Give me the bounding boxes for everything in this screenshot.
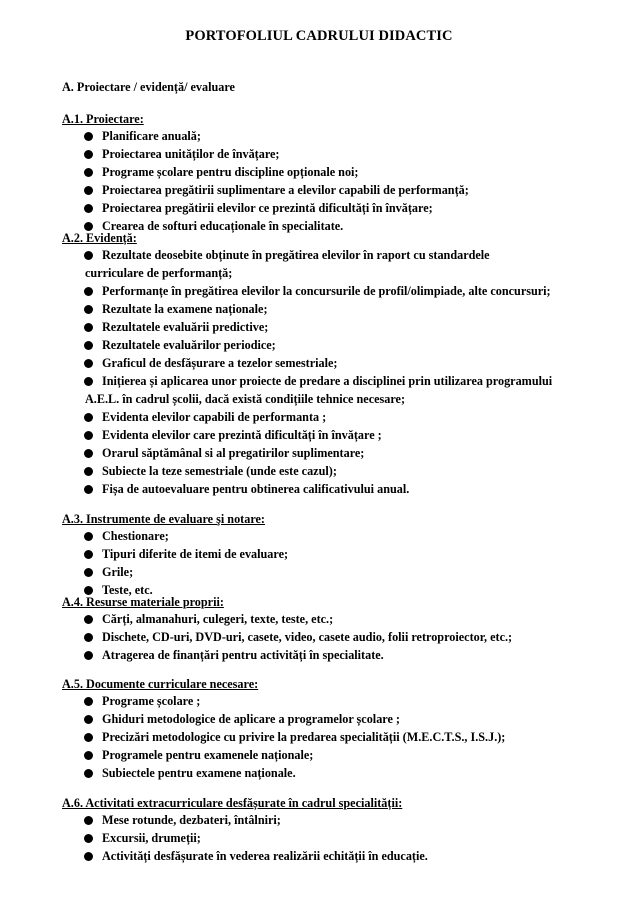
bullet-icon (84, 651, 93, 660)
bullet-icon (84, 715, 93, 724)
bullet-icon (84, 550, 93, 559)
bullet-icon (84, 287, 93, 296)
bullet-icon (84, 751, 93, 760)
document-title: PORTOFOLIUL CADRULUI DIDACTIC (185, 28, 453, 44)
a3-heading: A.3. Instrumente de evaluare şi notare: (62, 512, 265, 526)
a5-heading: A.5. Documente curriculare necesare: (62, 677, 259, 691)
bullet-icon (84, 323, 93, 332)
a6-heading: A.6. Activitati extracurriculare desfășurate în cadrul specialității: (62, 796, 403, 810)
bullet-icon (84, 633, 93, 642)
bullet-icon (84, 359, 93, 368)
bullet-icon (84, 816, 93, 825)
bullet-icon (84, 377, 93, 386)
bullet-icon (84, 467, 93, 476)
bullet-icon (84, 132, 93, 141)
bullet-icon (84, 568, 93, 577)
bullet-icon (84, 413, 93, 422)
bullet-icon (84, 204, 93, 213)
a1-heading: A.1. Proiectare: (62, 112, 144, 126)
bullet-icon (84, 431, 93, 440)
bullet-icon (84, 852, 93, 861)
bullet-icon (84, 222, 93, 231)
a4-heading: A.4. Resurse materiale proprii: (62, 595, 224, 609)
document-page: PORTOFOLIUL CADRULUI DIDACTIC A. Proiectare / evidență/ evaluare A.1. Proiectare: Planificare anuală; Proiectarea unităților de învățare; Programe școlare pentru discipline opționale noi; Proiectarea pregătirii suplimentare a elevilor capabili de performanță; Proiectarea pregătirii elevilor ce prezintă dificultăți în învățare; Crearea de softuri educaționale în specialitate. A.2. Evidență: Rezultate deosebite obținute în pregătirea elevilor în raport cu standardele curriculare de performanță; Performanțe în pregătirea elevilor la concursurile de profil/olimpiade, alte concursuri; Rezultate la examene naționale; Rezultatele evaluării predictive; Rezultatele evaluărilor periodice; Graficul de desfășurare a tezelor semestriale; Inițierea și aplicarea unor proiecte de predare a disciplinei prin utilizarea programului A.E.L. în cadrul școlii, dacă există condițiile tehnice necesare; Evidenta elevilor capabili de performanta ; Evidenta elevilor care prezintă dificultăți în învățare ; Orarul săptămânal si al pregatirilor suplimentare; Subiecte la teze semestriale (unde este cazul); Fișa de autoevaluare pentru obtinerea calificativului anual. A.3. Instrumente de evaluare şi notare: Chestionare; Tipuri diferite de itemi de evaluare; Grile; Teste, etc. A.4. Resurse materiale proprii: Cărți, almanahuri, culegeri, texte, teste, etc.; Dischete, CD-uri, DVD-uri, casete, video, casete audio, folii retroproiector, etc.; Atragerea de finanțări pentru activități în specialitate. A.5. Documente curriculare necesare: Programe școlare ; Ghiduri metodologice de aplicare a programelor școlare ; Precizări metodologice cu privire la predarea specialității (M.E.C.T.S., I.S.J.); Programele pentru examenele naționale; Subiectele pentru examene naționale. A.6. Activitati extracurriculare desfășurate în cadrul specialității: Mese rotunde, dezbateri, întâlniri; Excursii, drumeții; Activități desfășurate în vederea realizării echității în educație. (0, 0, 638, 903)
bullet-icon (84, 305, 93, 314)
bullet-icon (84, 168, 93, 177)
bullet-icon (84, 733, 93, 742)
list-item-continuation: A.E.L. în cadrul școlii, dacă există condițiile tehnice necesare; (85, 392, 406, 406)
bullet-icon (84, 341, 93, 350)
list-item-continuation: curriculare de performanță; (85, 266, 233, 280)
a2-heading: A.2. Evidență: (62, 231, 137, 245)
bullet-icon (84, 586, 93, 595)
bullet-icon (84, 697, 93, 706)
bullet-icon (84, 150, 93, 159)
bullet-icon (84, 532, 93, 541)
bullet-icon (84, 186, 93, 195)
bullet-icon (84, 449, 93, 458)
bullet-icon (84, 251, 93, 260)
bullet-icon (84, 834, 93, 843)
bullet-icon (84, 485, 93, 494)
bullet-icon (84, 769, 93, 778)
section-a-heading: A. Proiectare / evidență/ evaluare (62, 80, 235, 94)
bullet-icon (84, 615, 93, 624)
